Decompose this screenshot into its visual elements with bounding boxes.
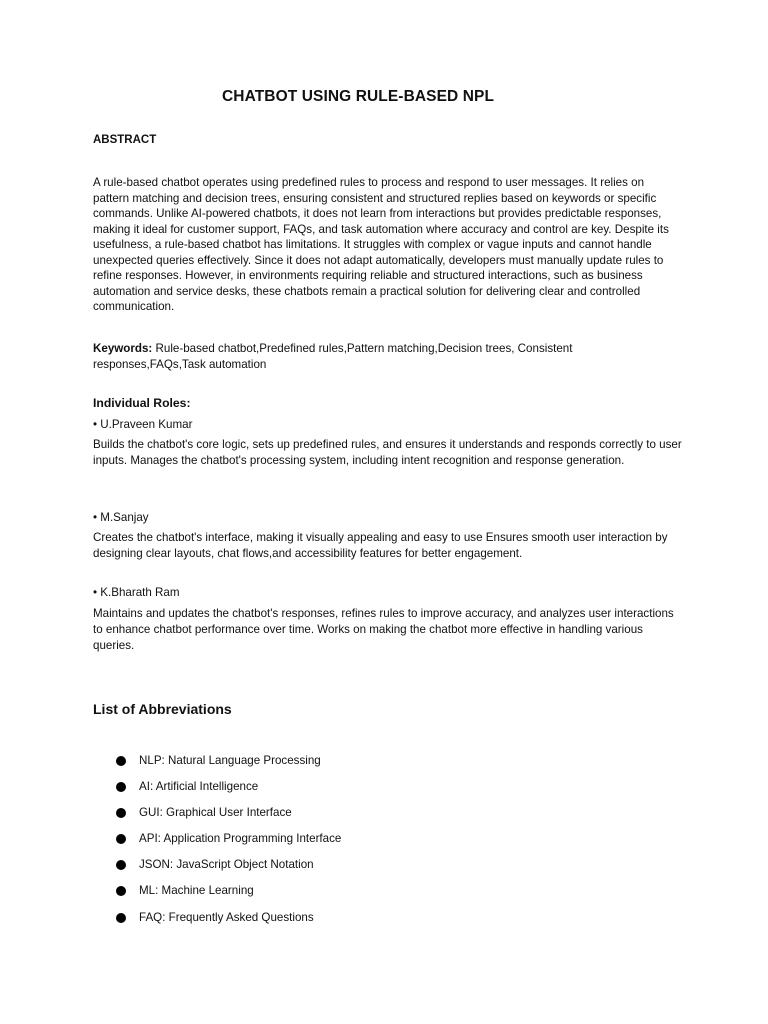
abbreviation-text: API: Application Programming Interface — [139, 832, 342, 845]
abbreviation-text: FAQ: Frequently Asked Questions — [139, 911, 314, 924]
bullet-icon — [116, 782, 126, 792]
abstract-body: A rule-based chatbot operates using predefined rules to process and respond to user messages. It relies on pattern matching and decision trees, ensuring consistent and structured replies based on keywords or specific commands. Unlike AI-powered chatbots, it does not learn from interactions but provides predictable responses, making it ideal for customer support, FAQs, and task automation where accuracy and control are key. Despite its usefulness, a rule-based chatbot has limitations. It struggles with complex or vague inputs and cannot handle unexpected queries effectively. Since it does not adapt automatically, developers must manually update rules to refine responses. However, in environments requiring reliable and structured interactions, such as business automation and service desks, these chatbots remain a practical solution for delivering clear and controlled communication. — [93, 176, 669, 313]
roles-heading: Individual Roles: — [93, 396, 191, 410]
role-name: • U.Praveen Kumar — [93, 418, 193, 431]
keywords-label: Keywords: — [93, 342, 153, 355]
bullet-icon — [116, 756, 126, 766]
role-description: Creates the chatbot's interface, making it visually appealing and easy to use Ensures smooth user interaction by designing clear layouts, chat flows,and accessibility features for better engagement. — [93, 531, 668, 560]
abbreviations-heading: List of Abbreviations — [93, 701, 232, 717]
abbreviation-text: NLP: Natural Language Processing — [139, 754, 321, 767]
abstract-heading: ABSTRACT — [93, 134, 157, 146]
keywords-paragraph — [93, 341, 683, 372]
role-name: • M.Sanjay — [93, 511, 149, 524]
role-name: • K.Bharath Ram — [93, 586, 180, 599]
bullet-icon — [116, 886, 126, 896]
bullet-icon — [116, 913, 126, 923]
abbreviation-text: GUI: Graphical User Interface — [139, 806, 292, 819]
bullet-icon — [116, 860, 126, 870]
bullet-icon — [116, 808, 126, 818]
role-description: Builds the chatbot's core logic, sets up predefined rules, and ensures it understands and responds correctly to user inputs. Manages the chatbot's processing system, including intent recognition and response generation. — [93, 438, 682, 467]
role-description: Maintains and updates the chatbot's responses, refines rules to improve accuracy, and analyzes user interactions to enhance chatbot performance over time. Works on making the chatbot more effective in handling various queries. — [93, 607, 674, 652]
abbreviation-text: AI: Artificial Intelligence — [139, 780, 259, 793]
abbreviation-text: JSON: JavaScript Object Notation — [139, 858, 314, 871]
keywords-text: Rule-based chatbot,Predefined rules,Pattern matching,Decision trees, Consistent responses,FAQs,Task automation — [93, 342, 573, 371]
bullet-icon — [116, 834, 126, 844]
abbreviation-text: ML: Machine Learning — [139, 884, 254, 897]
document-title: CHATBOT USING RULE-BASED NPL — [222, 88, 495, 105]
